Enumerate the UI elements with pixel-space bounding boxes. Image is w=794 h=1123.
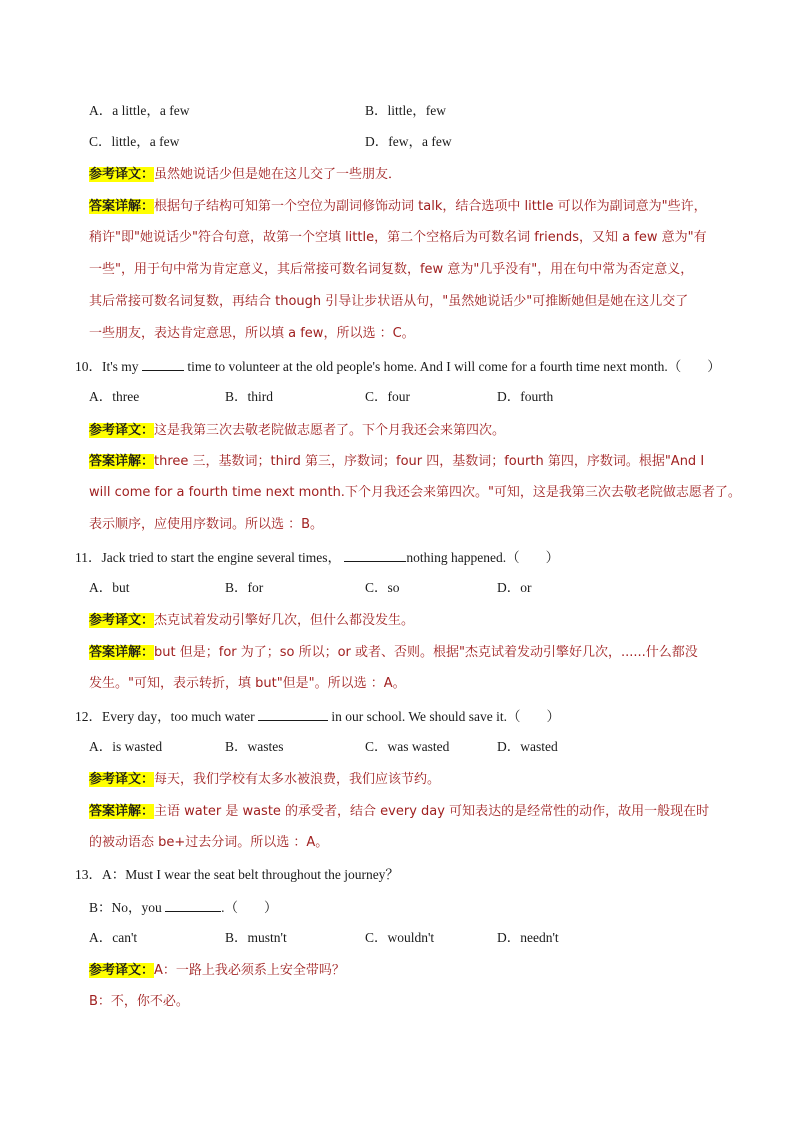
q9-option-c[interactable]: C．little，a few — [89, 134, 180, 149]
q11-option-c[interactable]: C．so — [365, 580, 400, 595]
stem-text: 10．It's my — [75, 359, 139, 374]
explanation-label: 答案详解： — [89, 454, 155, 469]
q12-stem — [75, 706, 560, 727]
translation-label: 参考译文： — [89, 772, 155, 787]
q11-option-b[interactable]: B．for — [225, 580, 264, 595]
q11-explanation-line: 发生。"可知，表示转折，填 but"但是"。所以选 ：A。 — [89, 676, 406, 691]
explanation-text: but 但是；for 为了；so 所以；or 或者、否则。根据"杰克试着发动引擎好几次，......什么都没 — [154, 645, 698, 660]
stem-text: ） — [264, 900, 278, 915]
q13-option-a[interactable]: A．can't — [89, 930, 138, 945]
explanation-label: 答案详解： — [89, 804, 155, 819]
q9-option-b[interactable]: B．little，few — [365, 103, 446, 118]
q10-option-d[interactable]: D．fourth — [497, 389, 554, 404]
stem-text: ） — [545, 550, 560, 565]
translation-text: 杰克试着发动引擎好几次，但什么都没发生。 — [154, 613, 415, 628]
q11-stem — [75, 547, 559, 568]
q11-option-d[interactable]: D．or — [497, 580, 532, 595]
translation-label: 参考译文： — [89, 613, 155, 628]
q13-translation-line: B：不，你不必。 — [89, 994, 189, 1009]
answer-blank[interactable] — [142, 356, 184, 371]
q12-explanation-line: 的被动语态 be+过去分词。所以选 ：A。 — [89, 835, 329, 850]
q9-option-a[interactable]: A．a little，a few — [89, 103, 190, 118]
q13-translation — [89, 960, 345, 981]
q10-translation — [89, 420, 505, 441]
q12-translation — [89, 769, 440, 790]
translation-label: 参考译文： — [89, 423, 155, 438]
q11-explanation-line — [89, 642, 698, 663]
q9-explanation-line: 一些"，用于句中常为肯定意义，其后常接可数名词复数，few 意为"几乎没有"，用在句中常为否定意义， — [89, 262, 694, 277]
q9-explanation-line: 其后常接可数名词复数，再结合 though 引导让步状语从句，"虽然她说话少"可推断她但是她在这儿交了 — [89, 294, 689, 309]
explanation-label: 答案详解： — [89, 199, 155, 214]
answer-blank[interactable] — [165, 897, 221, 912]
explanation-label: 答案详解： — [89, 645, 155, 660]
q11-option-a[interactable]: A．but — [89, 580, 130, 595]
q13-stem: 13．A：Must I wear the seat belt throughout the journey？ — [75, 867, 399, 882]
translation-label: 参考译文： — [89, 963, 155, 978]
q12-option-a[interactable]: A．is wasted — [89, 739, 163, 754]
answer-blank[interactable] — [258, 706, 328, 721]
stem-text: ） — [546, 709, 560, 724]
stem-text: in our school. We should save it.（ — [331, 709, 521, 724]
q10-explanation-line: 表示顺序，应使用序数词。所以选 ：B。 — [89, 517, 324, 532]
translation-text: 每天，我们学校有太多水被浪费，我们应该节约。 — [154, 772, 441, 787]
stem-text: ） — [707, 359, 721, 374]
q9-explanation-line: 稍许"即"她说话少"符合句意，故第一个空填 little，第二个空格后为可数名词 friends，又知 a few 意为"有 — [89, 230, 707, 245]
q9-translation — [89, 164, 401, 185]
q13-option-c[interactable]: C．wouldn't — [365, 930, 435, 945]
stem-text: B：No，you — [89, 900, 162, 915]
stem-text: time to volunteer at the old people's home. And I will come for a fourth time next month.（ — [187, 359, 682, 374]
q12-explanation-line — [89, 801, 709, 822]
translation-label: 参考译文： — [89, 167, 155, 182]
q10-option-c[interactable]: C．four — [365, 389, 410, 404]
q11-translation — [89, 610, 414, 631]
stem-text: nothing happened.（ — [406, 550, 520, 565]
q10-explanation-line: will come for a fourth time next month.下个月我还会来第四次。"可知，这是我第三次去敬老院做志愿者了。 — [89, 485, 741, 500]
translation-text: 虽然她说话少但是她在这儿交了一些朋友． — [154, 167, 402, 182]
stem-text: 11．Jack tried to start the engine several times， — [75, 550, 342, 565]
q9-explanation-line — [89, 196, 707, 217]
q12-option-b[interactable]: B．wastes — [225, 739, 284, 754]
stem-text: 12．Every day，too much water — [75, 709, 255, 724]
q10-option-a[interactable]: A．three — [89, 389, 140, 404]
explanation-text: 根据句子结构可知第一个空位为副词修饰动词 talk，结合选项中 little 可以作为副词意为"些许， — [154, 199, 707, 214]
q13-option-d[interactable]: D．needn't — [497, 930, 559, 945]
answer-blank[interactable] — [344, 547, 406, 562]
stem-text: .（ — [221, 900, 239, 915]
q12-option-d[interactable]: D．wasted — [497, 739, 558, 754]
translation-text: 这是我第三次去敬老院做志愿者了。下个月我还会来第四次。 — [154, 423, 506, 438]
explanation-text: three 三，基数词；third 第三，序数词；four 四，基数词；fourth 第四，序数词。根据"And I — [154, 454, 705, 469]
q9-option-d[interactable]: D．few，a few — [365, 134, 452, 149]
q12-option-c[interactable]: C．was wasted — [365, 739, 450, 754]
explanation-text: 主语 water 是 waste 的承受者，结合 every day 可知表达的是经常性的动作，故用一般现在时 — [154, 804, 710, 819]
q10-explanation-line — [89, 451, 704, 472]
q10-option-b[interactable]: B．third — [225, 389, 274, 404]
q13-option-b[interactable]: B．mustn't — [225, 930, 287, 945]
translation-text: A：一路上我必须系上安全带吗？ — [154, 963, 345, 978]
q9-explanation-line: 一些朋友，表达肯定意思，所以填 a few，所以选 ：C。 — [89, 326, 415, 341]
q13-stem-response — [89, 897, 278, 918]
q10-stem — [75, 356, 721, 377]
